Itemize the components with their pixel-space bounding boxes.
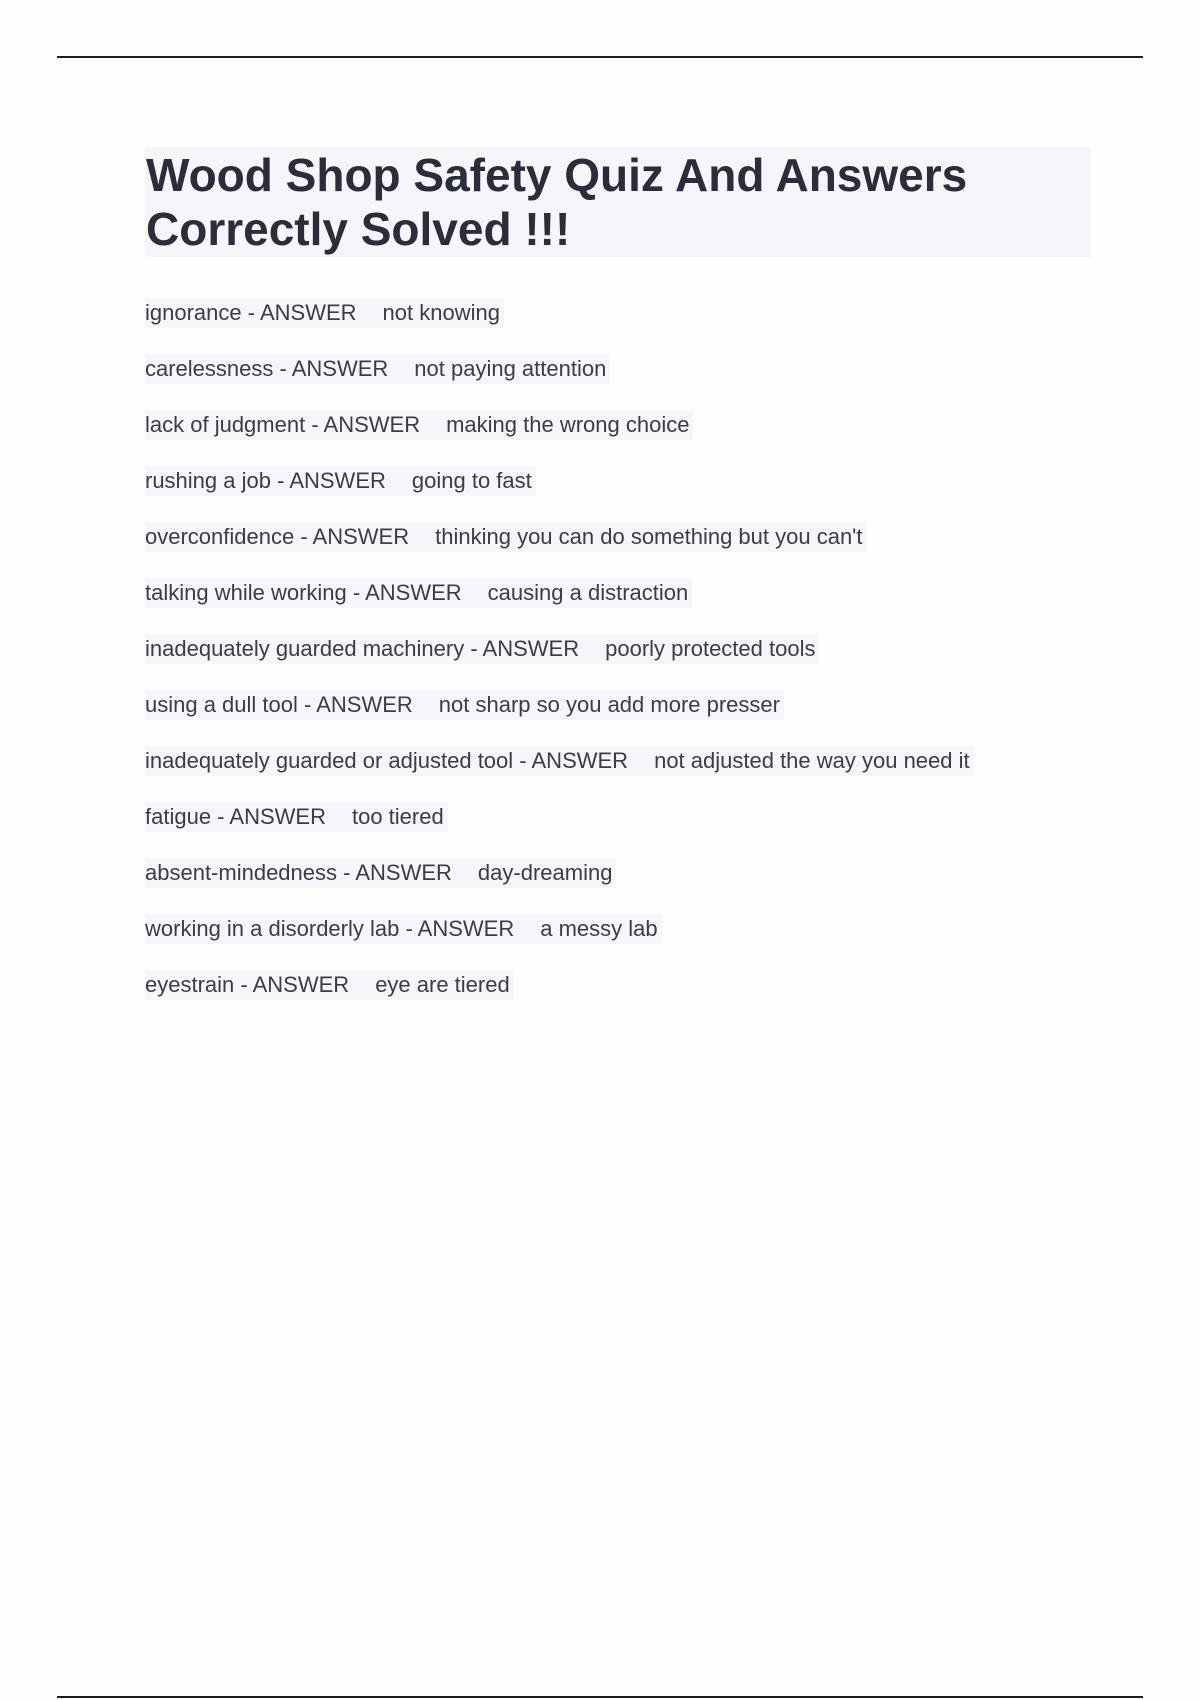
qa-answer: not paying attention bbox=[414, 356, 607, 381]
title-line-2: Correctly Solved !!! bbox=[146, 203, 571, 255]
qa-item bbox=[145, 802, 1095, 858]
qa-answer: poorly protected tools bbox=[605, 636, 816, 661]
qa-answer: day-dreaming bbox=[477, 860, 613, 885]
qa-term: lack of judgment bbox=[145, 412, 306, 437]
qa-line bbox=[145, 746, 974, 776]
qa-line bbox=[145, 578, 692, 608]
qa-term: using a dull tool bbox=[145, 692, 298, 717]
qa-term: absent-mindedness bbox=[145, 860, 338, 885]
qa-answer: going to fast bbox=[411, 468, 532, 493]
qa-term: inadequately guarded or adjusted tool bbox=[145, 748, 514, 773]
qa-line bbox=[145, 466, 536, 496]
answer-label: - ANSWER bbox=[294, 524, 410, 549]
qa-item bbox=[145, 522, 1095, 578]
qa-item bbox=[145, 914, 1095, 970]
qa-item bbox=[145, 298, 1095, 354]
answer-label: - ANSWER bbox=[234, 972, 350, 997]
answer-label: - ANSWER bbox=[270, 468, 386, 493]
answer-label: - ANSWER bbox=[305, 412, 421, 437]
qa-answer: thinking you can do something but you can't bbox=[435, 524, 863, 549]
answer-label: - ANSWER bbox=[297, 692, 413, 717]
qa-term: working in a disorderly lab bbox=[145, 916, 400, 941]
qa-term: talking while working bbox=[145, 580, 347, 605]
qa-item bbox=[145, 578, 1095, 634]
answer-label: - ANSWER bbox=[399, 916, 515, 941]
qa-item bbox=[145, 690, 1095, 746]
qa-term: carelessness bbox=[145, 356, 274, 381]
qa-line bbox=[145, 690, 784, 720]
title-block bbox=[145, 147, 1091, 257]
qa-line bbox=[145, 354, 610, 384]
qa-term: ignorance bbox=[145, 300, 242, 325]
qa-item bbox=[145, 746, 1095, 802]
document-title bbox=[146, 147, 1091, 256]
qa-item bbox=[145, 858, 1095, 914]
bottom-rule bbox=[57, 1696, 1143, 1698]
qa-line bbox=[145, 914, 662, 944]
answer-label: - ANSWER bbox=[273, 356, 389, 381]
qa-item bbox=[145, 466, 1095, 522]
answer-label: - ANSWER bbox=[464, 636, 580, 661]
qa-list bbox=[145, 298, 1095, 1026]
answer-label: - ANSWER bbox=[513, 748, 629, 773]
qa-answer: not knowing bbox=[382, 300, 500, 325]
qa-line bbox=[145, 634, 819, 664]
answer-label: - ANSWER bbox=[211, 804, 326, 829]
qa-line bbox=[145, 970, 514, 1000]
qa-answer: making the wrong choice bbox=[446, 412, 690, 437]
answer-label: - ANSWER bbox=[241, 300, 357, 325]
qa-line bbox=[145, 858, 616, 888]
qa-answer: causing a distraction bbox=[487, 580, 689, 605]
qa-answer: not adjusted the way you need it bbox=[654, 748, 970, 773]
qa-line bbox=[145, 522, 867, 552]
qa-term: overconfidence bbox=[145, 524, 295, 549]
qa-answer: too tiered bbox=[351, 804, 444, 829]
qa-term: rushing a job bbox=[145, 468, 271, 493]
qa-line bbox=[145, 298, 504, 328]
qa-term: eyestrain bbox=[145, 972, 235, 997]
qa-item bbox=[145, 410, 1095, 466]
qa-item bbox=[145, 354, 1095, 410]
qa-term: inadequately guarded machinery bbox=[145, 636, 465, 661]
answer-label: - ANSWER bbox=[346, 580, 462, 605]
top-rule bbox=[57, 56, 1143, 58]
qa-item bbox=[145, 970, 1095, 1026]
answer-label: - ANSWER bbox=[337, 860, 452, 885]
qa-answer: a messy lab bbox=[540, 916, 658, 941]
qa-term: fatigue bbox=[145, 804, 212, 829]
title-line-1: Wood Shop Safety Quiz And Answers bbox=[146, 149, 968, 201]
qa-answer: eye are tiered bbox=[375, 972, 510, 997]
qa-line bbox=[145, 410, 693, 440]
qa-item bbox=[145, 634, 1095, 690]
qa-line bbox=[145, 802, 448, 832]
qa-answer: not sharp so you add more presser bbox=[438, 692, 780, 717]
